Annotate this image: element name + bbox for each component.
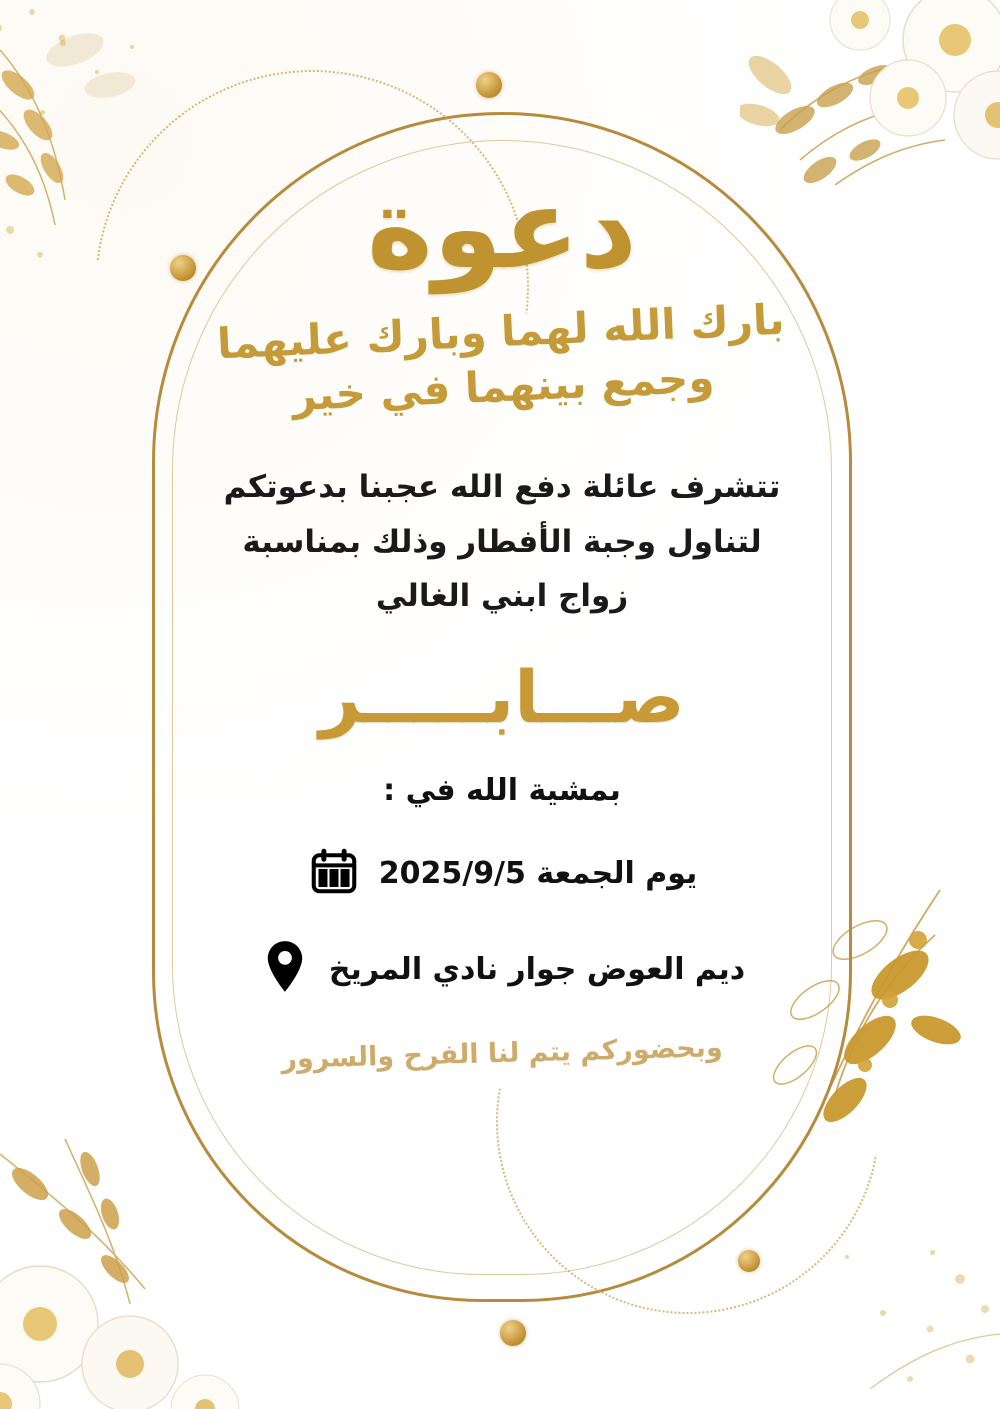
location-row (172, 938, 832, 1000)
gold-bead-bottom (500, 1320, 526, 1346)
gold-bead-top (476, 72, 502, 98)
speckle (880, 1310, 886, 1316)
closing-line: وبحضوركم يتم لنا الفرح والسرور (280, 1032, 724, 1075)
speckle (930, 1250, 935, 1255)
groom-name: صـــابـــــر (319, 655, 685, 740)
by-gods-will-label: بمشية الله في : (383, 773, 621, 809)
calendar-icon (307, 844, 361, 902)
speckle (95, 70, 99, 74)
invitation-content (172, 140, 832, 1075)
speckle (60, 40, 66, 46)
floral-decoration-bottom-right (810, 1239, 1000, 1409)
blessing-line: بارك الله لهما وبارك عليهما وجمع بينهما في خير (216, 294, 786, 420)
invitation-body-text: تتشرف عائلة دفع الله عجبنا بدعوتكم لتناول وجبة الأفطار وذلك بمناسبة زواج ابني الغالي (223, 469, 781, 614)
map-pin-icon (259, 938, 311, 1000)
speckle (845, 1255, 849, 1259)
invitation-title: دعوة (366, 164, 638, 294)
speckle (130, 45, 134, 49)
date-row (172, 844, 832, 902)
location-text: ديم العوض جوار نادي المريخ (328, 951, 746, 987)
speckle (40, 110, 45, 115)
gold-bead-bottom-right (738, 1250, 760, 1272)
date-text: يوم الجمعة 2025/9/5 (378, 855, 698, 891)
